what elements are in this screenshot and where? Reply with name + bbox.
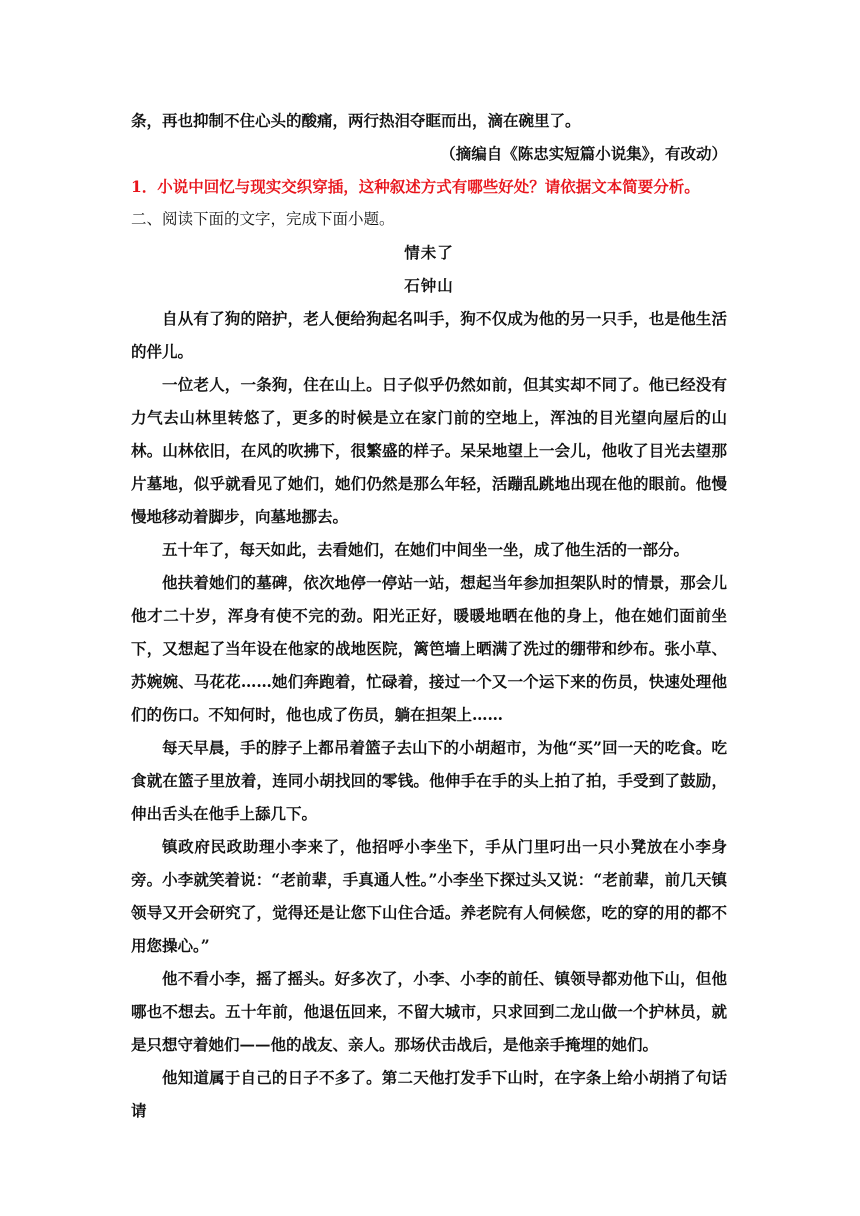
story-paragraph: 每天早晨，手的脖子上都吊着篮子去山下的小胡超市，为他“买”回一天的吃食。吃食就在篮子里放着，连同小胡找回的零钱。他伸手在手的头上拍了拍，手受到了鼓励，伸出舌头在他手上舔几下。 <box>131 738 727 823</box>
previous-story-last-line: 条，再也抑制不住心头的酸痛，两行热泪夺眶而出，滴在碗里了。 <box>131 111 581 130</box>
story-author: 石钟山 <box>404 276 454 295</box>
story-paragraph: 他扶着她们的墓碑，依次地停一停站一站，想起当年参加担架队时的情景，那会儿他才二十岁，浑身有使不完的劲。阳光正好，暖暖地晒在他的身上，他在她们面前坐下，又想起了当年设在他家的战地医院，篱笆墙上晒满了洗过的绷带和纱布。张小草、苏婉婉、马花花……她们奔跑着，忙碌着，接过一个又一个运下来的伤员，快速处理他们的伤口。不知何时，他也成了伤员，躺在担架上…… <box>131 573 727 724</box>
section-2-instruction: 二、阅读下面的文字，完成下面小题。 <box>131 210 395 228</box>
source-note: （摘编自《陈忠实短篇小说集》，有改动） <box>440 144 727 163</box>
story-paragraph: 镇政府民政助理小李来了，他招呼小李坐下，手从门里叼出一只小凳放在小李身旁。小李就笑着说：“老前辈，手真通人性。”小李坐下探过头又说：“老前辈，前几天镇领导又开会研究了，觉得还是让您下山住合适。养老院有人伺候您，吃的穿的用的都不用您操心。” <box>131 837 727 955</box>
story-paragraph: 他知道属于自己的日子不多了。第二天他打发手下山时，在字条上给小胡捎了句话请 <box>131 1068 727 1120</box>
document-page <box>131 104 727 1127</box>
story-paragraph: 五十年了，每天如此，去看她们，在她们中间坐一坐，成了他生活的一部分。 <box>162 540 690 559</box>
story-paragraph: 他不看小李，摇了摇头。好多次了，小李、小李的前任、镇领导都劝他下山，但他哪也不想去。五十年前，他退伍回来，不留大城市，只求回到二龙山做一个护林员，就是只想守着她们——他的战友、亲人。那场伏击战后，是他亲手掩埋的她们。 <box>131 969 727 1054</box>
question-1: 1．小说中回忆与现实交织穿插，这种叙述方式有哪些好处？请依据文本简要分析。 <box>131 177 700 196</box>
story-title: 情未了 <box>404 243 454 262</box>
story-paragraph: 一位老人，一条狗，住在山上。日子似乎仍然如前，但其实却不同了。他已经没有力气去山林里转悠了，更多的时候是立在家门前的空地上，浑浊的目光望向屋后的山林。山林依旧，在风的吹拂下，很繁盛的样子。呆呆地望上一会儿，他收了目光去望那片墓地，似乎就看见了她们，她们仍然是那么年轻，活蹦乱跳地出现在他的眼前。他慢慢地移动着脚步，向墓地挪去。 <box>131 375 727 526</box>
story-paragraph: 自从有了狗的陪护，老人便给狗起名叫手，狗不仅成为他的另一只手，也是他生活的伴儿。 <box>131 309 727 361</box>
